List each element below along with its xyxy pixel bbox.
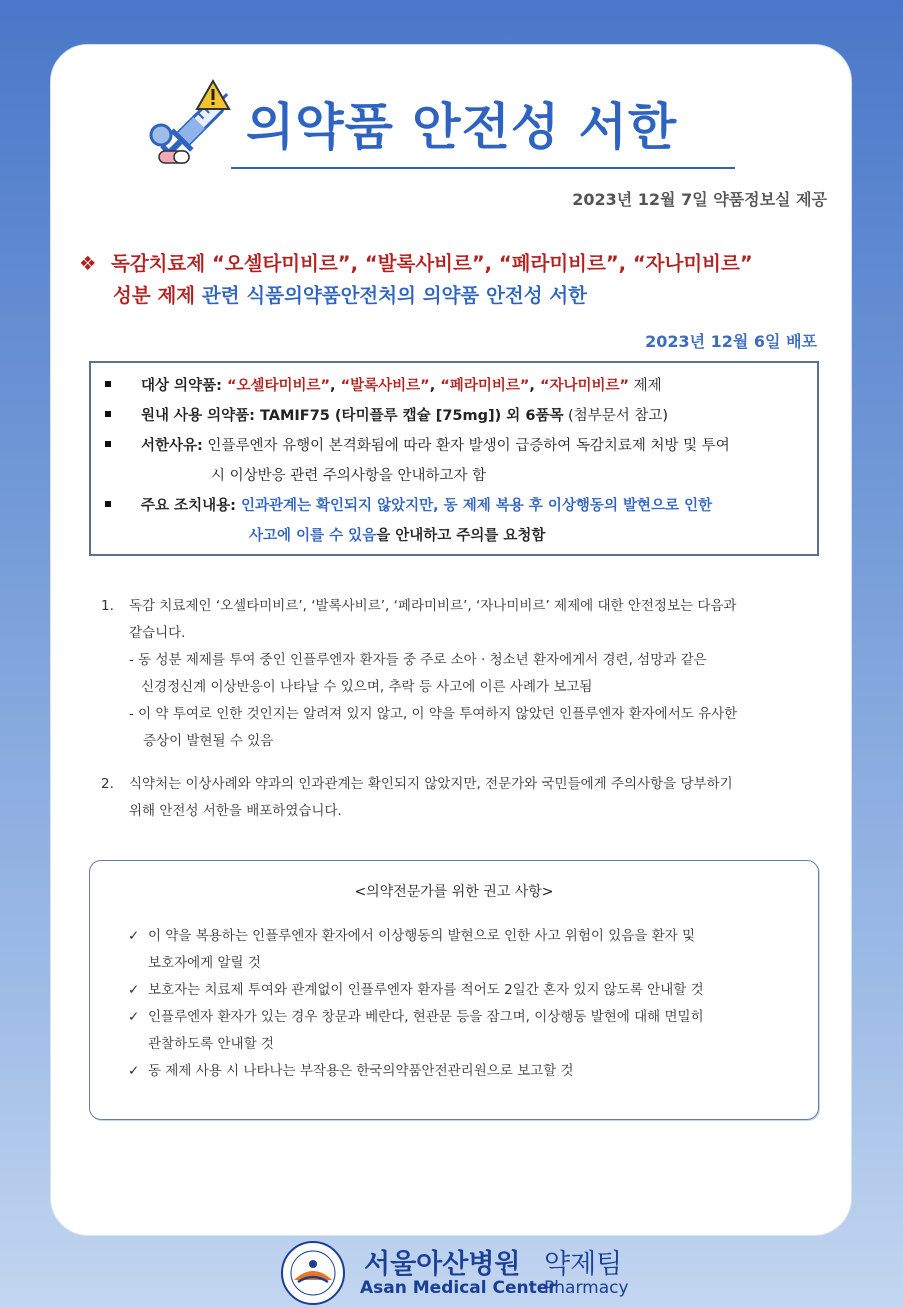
summary-target: 대상 의약품: “오셀타미비르”, “발록사비르”, “페라미비르”, “자나미비르” 제제 <box>105 371 662 401</box>
headline-line-2-red: 성분 제제 <box>113 284 196 307</box>
body-item-1-sub-2-cont: 증상이 발현될 수 있음 <box>143 733 274 749</box>
title-divider <box>231 167 735 169</box>
summary-action-cont: 사고에 이를 수 있음을 안내하고 주의를 요청함 <box>249 528 546 544</box>
headline <box>79 248 753 312</box>
body-item-1-sub-2: - 이 약 투여로 인한 것인지는 알려져 있지 않고, 이 약을 투여하지 않았던 인플루엔자 환자에서도 유사한 <box>129 706 738 722</box>
square-bullet-icon <box>105 501 111 507</box>
summary-reason-cont: 시 이상반응 관련 주의사항을 안내하고자 함 <box>211 468 487 484</box>
page-title: 의약품 안전성 서한 <box>246 98 678 156</box>
recommendation-item: ✓ 인플루엔자 환자가 있는 경우 창문과 베란다, 현관문 등을 잠그며, 이상행동 발현에 대해 면밀히 <box>128 1004 704 1031</box>
footer <box>280 1240 640 1304</box>
recommendation-item: ✓ 보호자는 치료제 투여와 관계없이 인플루엔자 환자를 적어도 2일간 혼자 있지 않도록 안내할 것 <box>128 977 704 1004</box>
summary-action: 주요 조치내용: 인과관계는 확인되지 않았지만, 동 제제 복용 후 이상행동의 발현으로 인한 <box>105 491 712 521</box>
body-item-1-sub-1: - 동 성분 제제를 투여 중인 인플루엔자 환자들 중 주로 소아 · 청소년 환자에게서 경련, 섬망과 같은 <box>129 652 707 668</box>
recommendation-item: ✓ 이 약을 복용하는 인플루엔자 환자에서 이상행동의 발현으로 인한 사고 위험이 있음을 환자 및 <box>128 923 695 950</box>
square-bullet-icon <box>105 411 111 417</box>
recommendation-item-cont: 관찰하도록 안내할 것 <box>148 1036 274 1052</box>
asan-foundation-seal-icon <box>280 1240 346 1306</box>
check-icon: ✓ <box>128 982 140 998</box>
hospital-name-ko: 서울아산병원 <box>364 1249 521 1280</box>
check-icon: ✓ <box>128 1063 140 1079</box>
headline-line-2-blue: 관련 식품의약품안전처의 의약품 안전성 서한 <box>195 284 587 307</box>
recommendations-box <box>89 860 819 1120</box>
check-icon: ✓ <box>128 1009 140 1025</box>
recommendation-item: ✓ 동 제제 사용 시 나타나는 부작용은 한국의약품안전관리원으로 보고할 것 <box>128 1058 574 1085</box>
body-item-1-cont: 같습니다. <box>129 625 186 641</box>
recommendations-title: <의약전문가를 위한 권고 사항> <box>354 884 554 900</box>
summary-inhouse: 원내 사용 의약품: TAMIF75 (타미플루 캡슐 [75mg]) 외 6품목 (첨부문서 참고) <box>105 401 668 431</box>
issue-date: 2023년 12월 7일 약품정보실 제공 <box>572 190 827 209</box>
hospital-name-en: Asan Medical Center <box>360 1278 557 1298</box>
body-item-2: 2. 식약처는 이상사례와 약과의 인과관계는 확인되지 않았지만, 전문가와 국민들에게 주의사항을 당부하기 <box>101 776 733 792</box>
syringe-warning-icon <box>143 77 239 173</box>
body-item-1-sub-1-cont: 신경정신계 이상반응이 나타날 수 있으며, 추락 등 사고에 이른 사례가 보고됨 <box>141 679 593 695</box>
check-icon: ✓ <box>128 928 140 944</box>
diamond-bullet-icon: ❖ <box>79 252 97 275</box>
team-name-en: Pharmacy <box>544 1278 629 1298</box>
body-item-1: 1. 독감 치료제인 ‘오셀타미비르’, ‘발록사비르’, ‘페라미비르’, ‘자나미비르’ 제제에 대한 안전정보는 다음과 <box>101 598 737 614</box>
headline-line-1: 독감치료제 “오셀타미비르”, “발록사비르”, “페라미비르”, “자나미비르” <box>111 252 753 275</box>
distribution-date: 2023년 12월 6일 배포 <box>645 332 817 351</box>
summary-reason: 서한사유: 인플루엔자 유행이 본격화됨에 따라 환자 발생이 급증하여 독감치료제 처방 및 투여 <box>105 431 730 461</box>
square-bullet-icon <box>105 441 111 447</box>
summary-box <box>89 361 819 556</box>
recommendation-item-cont: 보호자에게 알릴 것 <box>148 955 261 971</box>
body-item-2-cont: 위해 안전성 서한을 배포하였습니다. <box>129 803 342 819</box>
letter-sheet <box>50 44 852 1236</box>
square-bullet-icon <box>105 381 111 387</box>
team-name-ko: 약제팀 <box>544 1249 623 1280</box>
